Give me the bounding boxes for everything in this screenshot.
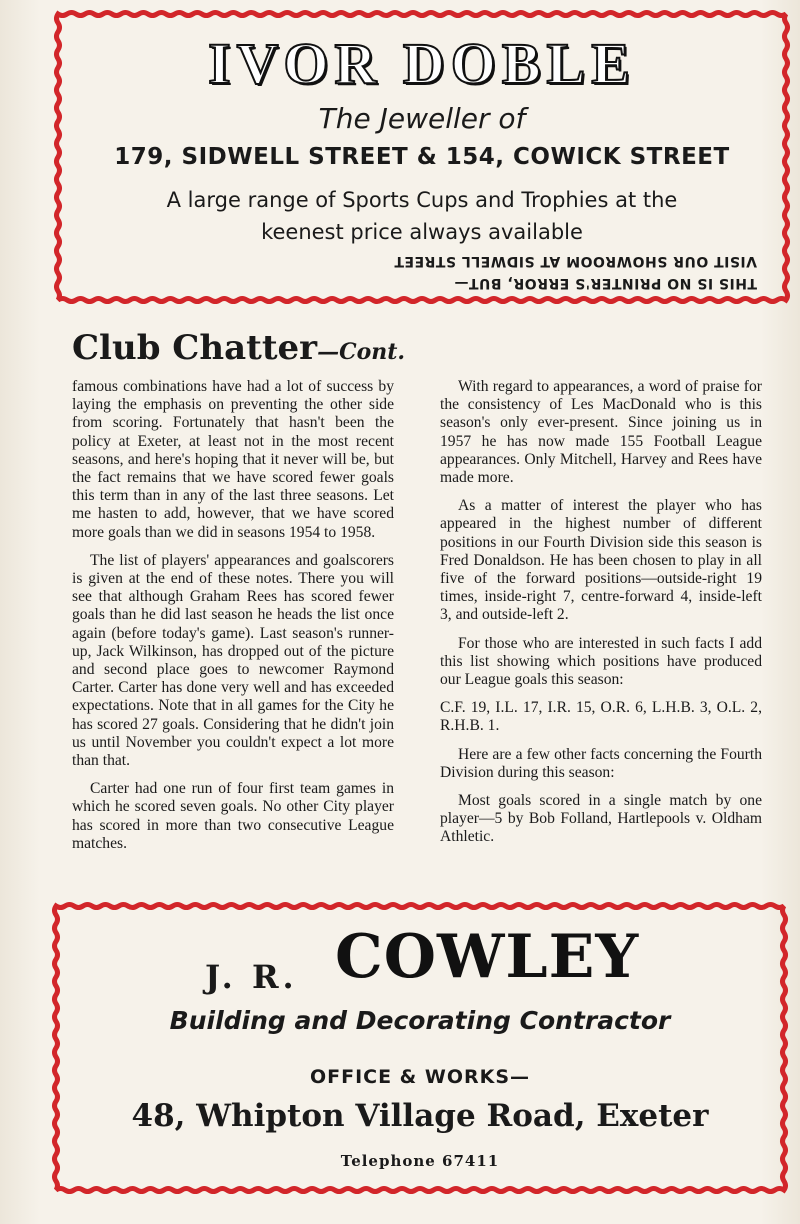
paragraph: Most goals scored in a single match by one player—5 by Bob Folland, Hartlepools v. Oldham Athletic. bbox=[440, 792, 762, 846]
advert-address: 179, SIDWELL STREET & 154, COWICK STREET bbox=[114, 144, 730, 170]
article-right-column bbox=[440, 378, 762, 857]
article-title bbox=[72, 328, 405, 368]
advert-title: IVOR DOBLE bbox=[208, 31, 636, 96]
article-title-text: Club Chatter bbox=[72, 328, 318, 368]
upside-down-notice bbox=[72, 250, 772, 294]
ivor-doble-advert bbox=[52, 8, 792, 306]
upside-down-line-1: THIS IS NO PRINTER'S ERROR, BUT— bbox=[453, 275, 757, 291]
paragraph: Carter had one run of four first team games in which he scored seven goals. No other City player has scored in more than two consecutive League matches. bbox=[72, 780, 394, 852]
advert-initials: J. R. bbox=[205, 958, 298, 996]
paragraph: famous combinations have had a lot of success by laying the emphasis on preventing the other side from scoring. Fortunately that hasn't been the policy at Exeter, at least not in the most recent seasons, and here's hoping that it never will be, but the fact remains that we have scored fewer goals this term than in any of the last three seasons. Let me hasten to add, however, that we have scored more goals than we did in seasons 1954 to 1958. bbox=[72, 378, 394, 541]
advert-description: A large range of Sports Cups and Trophies at the keenest price always available bbox=[166, 188, 678, 244]
article-title-suffix: —Cont. bbox=[317, 339, 406, 365]
advert-subtitle: The Jeweller of bbox=[318, 102, 526, 135]
paragraph: C.F. 19, I.L. 17, I.R. 15, O.R. 6, L.H.B. 3, O.L. 2, R.H.B. 1. bbox=[440, 699, 762, 735]
cowley-advert bbox=[50, 900, 790, 1196]
advert-subtitle: Building and Decorating Contractor bbox=[169, 1006, 671, 1035]
paragraph: Here are a few other facts concerning the Fourth Division during this season: bbox=[440, 745, 762, 781]
paragraph: As a matter of interest the player who has appeared in the highest number of different positions in our Fourth Division side this season is Fred Donaldson. He has been chosen to play in all five of the forward positions—outside-right 19 times, inside-right 7, centre-forward 4, inside-left 3, and outside-left 2. bbox=[440, 497, 762, 624]
paragraph: For those who are interested in such facts I add this list showing which positions have produced our League goals this season: bbox=[440, 634, 762, 689]
article-left-column bbox=[72, 378, 394, 863]
upside-down-line-2: VISIT OUR SHOWROOM AT SIDWELL STREET bbox=[393, 253, 757, 269]
paragraph: With regard to appearances, a word of praise for the consistency of Les MacDonald who is this season's only ever-present. Since joining us in 1957 he has now made 155 Football League appearances. Only Mitchell, Harvey and Rees have made more. bbox=[440, 378, 762, 487]
advert-address: 48, Whipton Village Road, Exeter bbox=[131, 1098, 709, 1134]
advert-title: COWLEY bbox=[335, 922, 640, 992]
paragraph: The list of players' appearances and goalscorers is given at the end of these notes. There you will see that although Graham Rees has scored fewer goals than he did last season he heads the list once again (before today's game). Last season's runner-up, Jack Wilkinson, has dropped out of the picture and second place goes to newcomer Raymond Carter. Carter has done very well and has exceeded expectations. Note that in all games for the City he has scored 27 goals. Considering that he didn't join us until November you couldn't expect a lot more than that. bbox=[72, 551, 394, 770]
advert-telephone: Telephone 67411 bbox=[340, 1152, 500, 1170]
advert-office-label: OFFICE & WORKS— bbox=[309, 1066, 531, 1088]
